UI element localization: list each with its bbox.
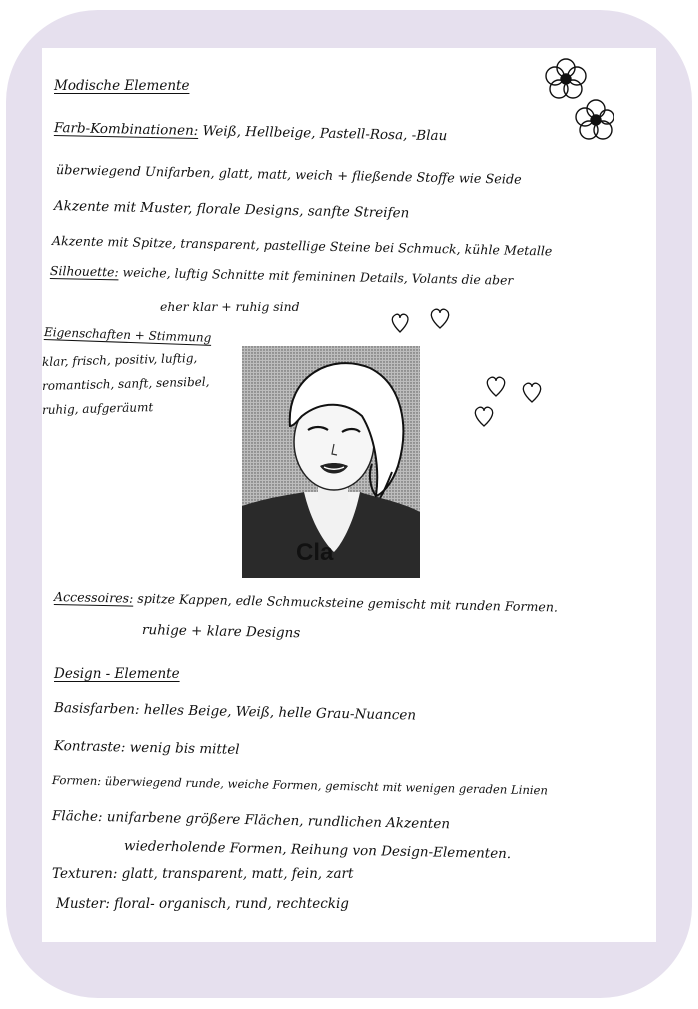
flower-doodles <box>544 54 614 149</box>
modische-line-1: überwiegend Unifarben, glatt, matt, weich + fließende Stoffe wie Seide <box>55 163 522 188</box>
eigenschaften-line-1: klar, frisch, positiv, luftig, <box>41 350 198 369</box>
silhouette-line-2: eher klar + ruhig sind <box>160 299 300 314</box>
silhouette-text: weiche, luftig Schnitte mit femininen Details, Volants die aber <box>122 264 514 288</box>
silhouette-label: Silhouette: <box>49 263 119 280</box>
formen-label: Formen: <box>51 773 102 789</box>
formen-row <box>52 772 548 799</box>
woman-portrait-icon <box>242 346 420 578</box>
flower-icon <box>576 100 614 139</box>
section-heading-eigenschaften: Eigenschaften + Stimmung <box>43 325 212 345</box>
farb-text: Weiß, Hellbeige, Pastell-Rosa, -Blau <box>202 123 448 145</box>
flaeche-line-2: wiederholende Formen, Reihung von Design-Elementen. <box>123 838 512 863</box>
flaeche-row <box>52 808 450 833</box>
heart-icon <box>431 309 448 328</box>
textur-label: Texturen: <box>52 866 118 882</box>
farb-label: Farb-Kombinationen: <box>53 120 199 140</box>
basis-text: helles Beige, Weiß, helle Grau-Nuancen <box>143 701 417 724</box>
heart-icon <box>475 407 492 426</box>
eigenschaften-line-3: ruhig, aufgeräumt <box>41 400 154 417</box>
kontrast-text: wenig bis mittel <box>129 739 240 758</box>
accessoires-line-2: ruhige + klare Designs <box>141 622 301 642</box>
textur-text: glatt, transparent, matt, fein, zart <box>121 866 354 882</box>
accessoires-label: Accessoires: <box>53 589 134 606</box>
flaeche-label: Fläche: <box>51 808 103 826</box>
modische-line-3: Akzente mit Spitze, transparent, pastellige Steine bei Schmuck, kühle Metalle <box>51 233 553 259</box>
modische-line-2: Akzente mit Muster, florale Designs, sanfte Streifen <box>53 198 410 222</box>
basis-row <box>54 700 416 725</box>
heart-icon <box>523 383 540 402</box>
muster-row <box>56 896 349 913</box>
muster-label: Muster: <box>56 896 110 912</box>
kontrast-label: Kontraste: <box>53 738 126 756</box>
accessoires-row <box>54 588 558 616</box>
flower-icon <box>546 59 586 98</box>
scanned-sheet <box>42 48 656 942</box>
heart-icon <box>487 377 504 396</box>
formen-text: überwiegend runde, weiche Formen, gemischt mit wenigen geraden Linien <box>104 774 549 798</box>
section-heading-design: Design - Elemente <box>54 666 180 682</box>
textur-row <box>52 866 353 883</box>
farb-row <box>54 120 448 145</box>
portrait-caption: Cla <box>296 539 334 566</box>
eigenschaften-line-2: romantisch, sanft, sensibel, <box>41 374 210 393</box>
heart-icon <box>392 314 408 332</box>
flaeche-text: unifarbene größere Flächen, rundlichen Akzenten <box>106 809 451 833</box>
silhouette-row <box>50 262 514 289</box>
kontrast-row <box>54 738 240 759</box>
basis-label: Basisfarben: <box>53 700 140 718</box>
portrait-image <box>242 346 420 578</box>
accessoires-text: spitze Kappen, edle Schmucksteine gemischt mit runden Formen. <box>137 590 559 615</box>
section-heading-modische: Modische Elemente <box>54 78 190 94</box>
muster-text: floral- organisch, rund, rechteckig <box>114 896 349 912</box>
